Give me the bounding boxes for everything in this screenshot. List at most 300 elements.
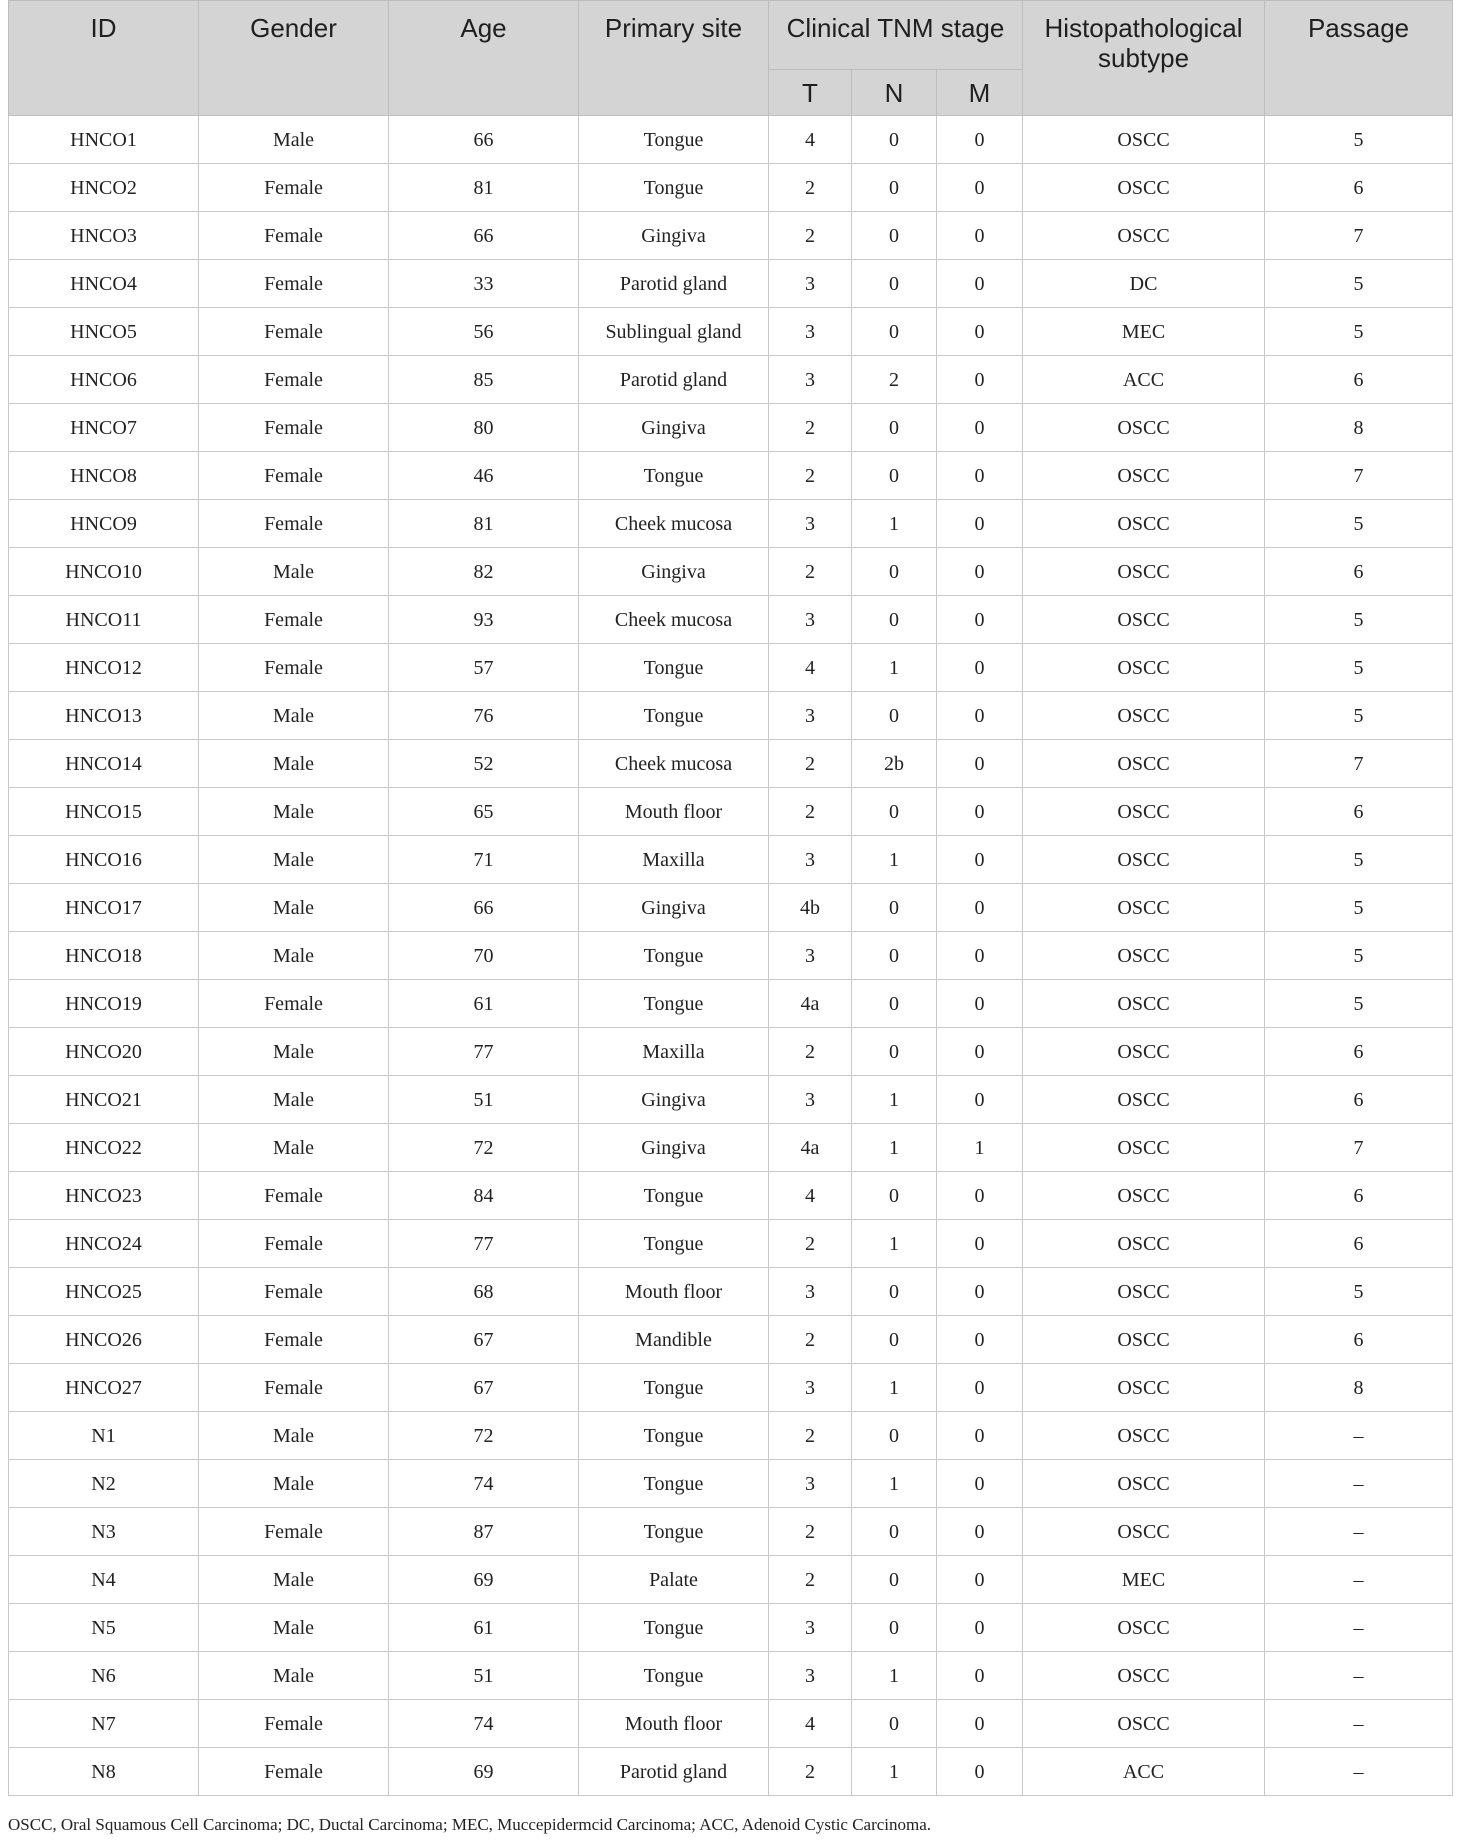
cell-primary-site: Tongue	[579, 692, 769, 740]
cell-t: 2	[769, 1316, 852, 1364]
cell-m: 0	[937, 1508, 1023, 1556]
cell-m: 1	[937, 1124, 1023, 1172]
cell-passage: 5	[1265, 884, 1453, 932]
cell-primary-site: Tongue	[579, 1604, 769, 1652]
table-row	[9, 1652, 1453, 1700]
cell-age: 61	[389, 1604, 579, 1652]
cell-gender: Female	[199, 308, 389, 356]
cell-passage: –	[1265, 1604, 1453, 1652]
table-row	[9, 404, 1453, 452]
cell-n: 0	[852, 164, 937, 212]
cell-primary-site: Gingiva	[579, 1124, 769, 1172]
cell-t: 2	[769, 164, 852, 212]
cell-gender: Female	[199, 980, 389, 1028]
cell-histopathological-subtype: OSCC	[1023, 980, 1265, 1028]
table-row	[9, 1412, 1453, 1460]
cell-gender: Female	[199, 1172, 389, 1220]
cell-n: 0	[852, 1028, 937, 1076]
cell-histopathological-subtype: OSCC	[1023, 164, 1265, 212]
cell-age: 66	[389, 884, 579, 932]
cell-m: 0	[937, 692, 1023, 740]
cell-primary-site: Tongue	[579, 932, 769, 980]
cell-passage: –	[1265, 1508, 1453, 1556]
cell-t: 3	[769, 1652, 852, 1700]
cell-m: 0	[937, 404, 1023, 452]
cell-t: 4a	[769, 1124, 852, 1172]
cell-age: 51	[389, 1652, 579, 1700]
cell-t: 4	[769, 1700, 852, 1748]
cell-age: 46	[389, 452, 579, 500]
cell-age: 56	[389, 308, 579, 356]
cell-age: 52	[389, 740, 579, 788]
cell-t: 3	[769, 1604, 852, 1652]
cell-m: 0	[937, 356, 1023, 404]
cell-passage: 6	[1265, 164, 1453, 212]
table-row	[9, 260, 1453, 308]
cell-histopathological-subtype: OSCC	[1023, 836, 1265, 884]
table-row	[9, 356, 1453, 404]
cell-gender: Female	[199, 1316, 389, 1364]
cell-id: HNCO2	[9, 164, 199, 212]
cell-n: 1	[852, 1364, 937, 1412]
cell-id: HNCO14	[9, 740, 199, 788]
cell-m: 0	[937, 1364, 1023, 1412]
cell-histopathological-subtype: OSCC	[1023, 1220, 1265, 1268]
cell-primary-site: Tongue	[579, 164, 769, 212]
cell-gender: Female	[199, 500, 389, 548]
cell-t: 2	[769, 1748, 852, 1796]
cell-histopathological-subtype: OSCC	[1023, 212, 1265, 260]
table-row	[9, 548, 1453, 596]
cell-t: 4a	[769, 980, 852, 1028]
cell-n: 0	[852, 1556, 937, 1604]
cell-id: N2	[9, 1460, 199, 1508]
cell-passage: 6	[1265, 1316, 1453, 1364]
table-row	[9, 212, 1453, 260]
cell-t: 3	[769, 1460, 852, 1508]
col-header-age: Age	[389, 1, 579, 116]
cell-m: 0	[937, 1460, 1023, 1508]
cell-primary-site: Mouth floor	[579, 788, 769, 836]
cell-id: HNCO11	[9, 596, 199, 644]
cell-id: N1	[9, 1412, 199, 1460]
cell-t: 2	[769, 788, 852, 836]
cell-gender: Female	[199, 1364, 389, 1412]
cell-n: 0	[852, 596, 937, 644]
cell-gender: Female	[199, 1268, 389, 1316]
cell-histopathological-subtype: OSCC	[1023, 1700, 1265, 1748]
table-row	[9, 1364, 1453, 1412]
cell-age: 71	[389, 836, 579, 884]
cell-primary-site: Gingiva	[579, 1076, 769, 1124]
cell-histopathological-subtype: OSCC	[1023, 1316, 1265, 1364]
cell-id: HNCO26	[9, 1316, 199, 1364]
col-header-n: N	[852, 70, 937, 116]
cell-passage: 5	[1265, 500, 1453, 548]
cell-age: 81	[389, 164, 579, 212]
cell-primary-site: Tongue	[579, 1220, 769, 1268]
cell-histopathological-subtype: OSCC	[1023, 1604, 1265, 1652]
patient-table-container	[8, 0, 1452, 1796]
cell-t: 2	[769, 1412, 852, 1460]
cell-passage: 8	[1265, 1364, 1453, 1412]
cell-m: 0	[937, 1268, 1023, 1316]
cell-n: 0	[852, 308, 937, 356]
cell-gender: Female	[199, 1700, 389, 1748]
cell-t: 3	[769, 1076, 852, 1124]
cell-n: 0	[852, 788, 937, 836]
table-row	[9, 1460, 1453, 1508]
cell-n: 0	[852, 1508, 937, 1556]
cell-m: 0	[937, 1652, 1023, 1700]
cell-t: 2	[769, 1556, 852, 1604]
cell-passage: 8	[1265, 404, 1453, 452]
cell-gender: Male	[199, 1460, 389, 1508]
cell-passage: 5	[1265, 596, 1453, 644]
cell-primary-site: Tongue	[579, 1508, 769, 1556]
cell-histopathological-subtype: ACC	[1023, 1748, 1265, 1796]
table-footnote: OSCC, Oral Squamous Cell Carcinoma; DC, Ductal Carcinoma; MEC, Muccepidermcid Carcinoma; ACC, Adenoid Cystic Carcinoma.	[8, 1815, 932, 1834]
cell-age: 70	[389, 932, 579, 980]
cell-n: 0	[852, 548, 937, 596]
cell-age: 72	[389, 1412, 579, 1460]
cell-id: HNCO6	[9, 356, 199, 404]
cell-gender: Female	[199, 212, 389, 260]
cell-gender: Male	[199, 548, 389, 596]
col-header-t: T	[769, 70, 852, 116]
cell-n: 0	[852, 1700, 937, 1748]
cell-passage: 7	[1265, 452, 1453, 500]
cell-passage: –	[1265, 1652, 1453, 1700]
cell-histopathological-subtype: OSCC	[1023, 1508, 1265, 1556]
cell-n: 1	[852, 836, 937, 884]
cell-id: HNCO7	[9, 404, 199, 452]
table-row	[9, 788, 1453, 836]
cell-gender: Female	[199, 596, 389, 644]
cell-primary-site: Palate	[579, 1556, 769, 1604]
cell-n: 0	[852, 260, 937, 308]
table-row	[9, 1604, 1453, 1652]
cell-t: 3	[769, 836, 852, 884]
table-row	[9, 932, 1453, 980]
cell-m: 0	[937, 308, 1023, 356]
cell-id: HNCO22	[9, 1124, 199, 1172]
cell-primary-site: Maxilla	[579, 836, 769, 884]
cell-histopathological-subtype: OSCC	[1023, 1268, 1265, 1316]
cell-primary-site: Tongue	[579, 1460, 769, 1508]
cell-id: HNCO1	[9, 116, 199, 164]
cell-primary-site: Gingiva	[579, 548, 769, 596]
cell-m: 0	[937, 884, 1023, 932]
cell-m: 0	[937, 788, 1023, 836]
cell-passage: –	[1265, 1748, 1453, 1796]
cell-primary-site: Parotid gland	[579, 260, 769, 308]
cell-t: 2	[769, 404, 852, 452]
cell-m: 0	[937, 260, 1023, 308]
cell-n: 1	[852, 1076, 937, 1124]
cell-passage: –	[1265, 1412, 1453, 1460]
cell-gender: Male	[199, 116, 389, 164]
cell-age: 85	[389, 356, 579, 404]
cell-t: 3	[769, 500, 852, 548]
cell-id: HNCO5	[9, 308, 199, 356]
table-row	[9, 1316, 1453, 1364]
cell-t: 4	[769, 644, 852, 692]
cell-id: N7	[9, 1700, 199, 1748]
cell-primary-site: Gingiva	[579, 884, 769, 932]
cell-m: 0	[937, 1556, 1023, 1604]
cell-n: 1	[852, 500, 937, 548]
cell-histopathological-subtype: OSCC	[1023, 1412, 1265, 1460]
cell-t: 3	[769, 596, 852, 644]
cell-id: HNCO15	[9, 788, 199, 836]
cell-m: 0	[937, 452, 1023, 500]
cell-n: 2	[852, 356, 937, 404]
cell-m: 0	[937, 980, 1023, 1028]
cell-age: 66	[389, 212, 579, 260]
cell-id: HNCO19	[9, 980, 199, 1028]
cell-m: 0	[937, 1172, 1023, 1220]
cell-age: 81	[389, 500, 579, 548]
table-row	[9, 836, 1453, 884]
cell-age: 82	[389, 548, 579, 596]
cell-histopathological-subtype: OSCC	[1023, 500, 1265, 548]
cell-n: 0	[852, 1604, 937, 1652]
table-body	[9, 116, 1453, 1796]
cell-id: HNCO13	[9, 692, 199, 740]
cell-primary-site: Mandible	[579, 1316, 769, 1364]
cell-passage: 5	[1265, 692, 1453, 740]
table-row	[9, 596, 1453, 644]
cell-primary-site: Gingiva	[579, 212, 769, 260]
cell-id: N6	[9, 1652, 199, 1700]
cell-primary-site: Tongue	[579, 980, 769, 1028]
table-row	[9, 980, 1453, 1028]
cell-gender: Female	[199, 404, 389, 452]
cell-primary-site: Maxilla	[579, 1028, 769, 1076]
cell-passage: 6	[1265, 1076, 1453, 1124]
cell-primary-site: Parotid gland	[579, 356, 769, 404]
cell-t: 2	[769, 1028, 852, 1076]
table-row	[9, 1556, 1453, 1604]
patient-characteristics-table	[8, 0, 1453, 1796]
cell-passage: 5	[1265, 1268, 1453, 1316]
cell-gender: Male	[199, 932, 389, 980]
cell-m: 0	[937, 1316, 1023, 1364]
cell-gender: Male	[199, 1076, 389, 1124]
cell-m: 0	[937, 212, 1023, 260]
cell-t: 4	[769, 116, 852, 164]
cell-passage: 5	[1265, 980, 1453, 1028]
cell-id: HNCO20	[9, 1028, 199, 1076]
cell-gender: Male	[199, 1028, 389, 1076]
cell-n: 1	[852, 1652, 937, 1700]
cell-primary-site: Tongue	[579, 116, 769, 164]
col-header-gender: Gender	[199, 1, 389, 116]
cell-passage: 5	[1265, 116, 1453, 164]
cell-passage: 5	[1265, 260, 1453, 308]
cell-id: HNCO23	[9, 1172, 199, 1220]
cell-m: 0	[937, 1412, 1023, 1460]
cell-age: 66	[389, 116, 579, 164]
cell-n: 0	[852, 980, 937, 1028]
cell-gender: Male	[199, 1652, 389, 1700]
cell-primary-site: Tongue	[579, 1652, 769, 1700]
cell-m: 0	[937, 644, 1023, 692]
cell-primary-site: Mouth floor	[579, 1700, 769, 1748]
cell-histopathological-subtype: OSCC	[1023, 452, 1265, 500]
cell-histopathological-subtype: MEC	[1023, 1556, 1265, 1604]
cell-passage: 6	[1265, 1172, 1453, 1220]
table-row	[9, 164, 1453, 212]
cell-histopathological-subtype: OSCC	[1023, 788, 1265, 836]
cell-histopathological-subtype: OSCC	[1023, 1652, 1265, 1700]
cell-t: 3	[769, 1268, 852, 1316]
cell-gender: Female	[199, 164, 389, 212]
cell-id: HNCO12	[9, 644, 199, 692]
cell-n: 0	[852, 932, 937, 980]
cell-n: 1	[852, 1460, 937, 1508]
cell-primary-site: Tongue	[579, 644, 769, 692]
cell-age: 69	[389, 1748, 579, 1796]
cell-age: 57	[389, 644, 579, 692]
table-row	[9, 1172, 1453, 1220]
cell-m: 0	[937, 740, 1023, 788]
cell-id: N5	[9, 1604, 199, 1652]
cell-passage: 7	[1265, 740, 1453, 788]
cell-passage: –	[1265, 1460, 1453, 1508]
cell-passage: 6	[1265, 356, 1453, 404]
table-row	[9, 1700, 1453, 1748]
table-row	[9, 116, 1453, 164]
cell-t: 3	[769, 932, 852, 980]
cell-histopathological-subtype: OSCC	[1023, 1124, 1265, 1172]
cell-id: HNCO24	[9, 1220, 199, 1268]
cell-id: HNCO8	[9, 452, 199, 500]
cell-gender: Female	[199, 1220, 389, 1268]
cell-passage: –	[1265, 1700, 1453, 1748]
cell-n: 0	[852, 692, 937, 740]
cell-m: 0	[937, 932, 1023, 980]
cell-age: 67	[389, 1364, 579, 1412]
cell-m: 0	[937, 836, 1023, 884]
cell-n: 0	[852, 1412, 937, 1460]
cell-m: 0	[937, 1028, 1023, 1076]
cell-age: 77	[389, 1028, 579, 1076]
cell-histopathological-subtype: OSCC	[1023, 740, 1265, 788]
cell-t: 2	[769, 1508, 852, 1556]
cell-primary-site: Cheek mucosa	[579, 500, 769, 548]
cell-id: HNCO25	[9, 1268, 199, 1316]
cell-passage: 7	[1265, 212, 1453, 260]
cell-age: 72	[389, 1124, 579, 1172]
cell-histopathological-subtype: OSCC	[1023, 404, 1265, 452]
cell-id: N8	[9, 1748, 199, 1796]
cell-n: 1	[852, 644, 937, 692]
cell-passage: 5	[1265, 836, 1453, 884]
cell-age: 76	[389, 692, 579, 740]
cell-id: N4	[9, 1556, 199, 1604]
table-row	[9, 1508, 1453, 1556]
cell-t: 4	[769, 1172, 852, 1220]
cell-primary-site: Sublingual gland	[579, 308, 769, 356]
cell-n: 0	[852, 1316, 937, 1364]
cell-n: 0	[852, 452, 937, 500]
cell-age: 93	[389, 596, 579, 644]
cell-gender: Male	[199, 1124, 389, 1172]
cell-m: 0	[937, 1076, 1023, 1124]
table-header	[9, 1, 1453, 116]
table-row	[9, 740, 1453, 788]
cell-age: 33	[389, 260, 579, 308]
cell-t: 3	[769, 308, 852, 356]
cell-primary-site: Cheek mucosa	[579, 740, 769, 788]
cell-n: 0	[852, 1268, 937, 1316]
cell-m: 0	[937, 1700, 1023, 1748]
cell-m: 0	[937, 1220, 1023, 1268]
table-row	[9, 1268, 1453, 1316]
cell-primary-site: Tongue	[579, 1172, 769, 1220]
table-row	[9, 1028, 1453, 1076]
cell-histopathological-subtype: OSCC	[1023, 1172, 1265, 1220]
cell-id: HNCO27	[9, 1364, 199, 1412]
cell-histopathological-subtype: OSCC	[1023, 1076, 1265, 1124]
cell-age: 67	[389, 1316, 579, 1364]
cell-age: 68	[389, 1268, 579, 1316]
table-row	[9, 500, 1453, 548]
cell-gender: Female	[199, 644, 389, 692]
cell-gender: Male	[199, 884, 389, 932]
col-header-primary-site: Primary site	[579, 1, 769, 116]
cell-t: 3	[769, 260, 852, 308]
cell-histopathological-subtype: OSCC	[1023, 1364, 1265, 1412]
cell-m: 0	[937, 1748, 1023, 1796]
table-row	[9, 308, 1453, 356]
cell-passage: 7	[1265, 1124, 1453, 1172]
cell-gender: Male	[199, 836, 389, 884]
cell-primary-site: Parotid gland	[579, 1748, 769, 1796]
cell-t: 2	[769, 452, 852, 500]
table-row	[9, 644, 1453, 692]
cell-primary-site: Cheek mucosa	[579, 596, 769, 644]
cell-histopathological-subtype: OSCC	[1023, 932, 1265, 980]
cell-passage: 6	[1265, 1220, 1453, 1268]
cell-passage: –	[1265, 1556, 1453, 1604]
cell-passage: 6	[1265, 548, 1453, 596]
col-header-tnm-stage: Clinical TNM stage	[769, 1, 1023, 70]
cell-gender: Male	[199, 1604, 389, 1652]
table-row	[9, 1220, 1453, 1268]
cell-id: HNCO10	[9, 548, 199, 596]
cell-histopathological-subtype: ACC	[1023, 356, 1265, 404]
cell-passage: 6	[1265, 788, 1453, 836]
cell-t: 4b	[769, 884, 852, 932]
cell-t: 3	[769, 1364, 852, 1412]
table-row	[9, 452, 1453, 500]
cell-passage: 6	[1265, 1028, 1453, 1076]
cell-primary-site: Tongue	[579, 1364, 769, 1412]
cell-m: 0	[937, 548, 1023, 596]
cell-gender: Male	[199, 740, 389, 788]
col-header-passage: Passage	[1265, 1, 1453, 116]
cell-id: HNCO16	[9, 836, 199, 884]
cell-age: 74	[389, 1700, 579, 1748]
col-header-histopathological-subtype: Histopathological subtype	[1023, 1, 1265, 116]
table-row	[9, 1124, 1453, 1172]
cell-age: 87	[389, 1508, 579, 1556]
cell-id: HNCO18	[9, 932, 199, 980]
cell-histopathological-subtype: DC	[1023, 260, 1265, 308]
